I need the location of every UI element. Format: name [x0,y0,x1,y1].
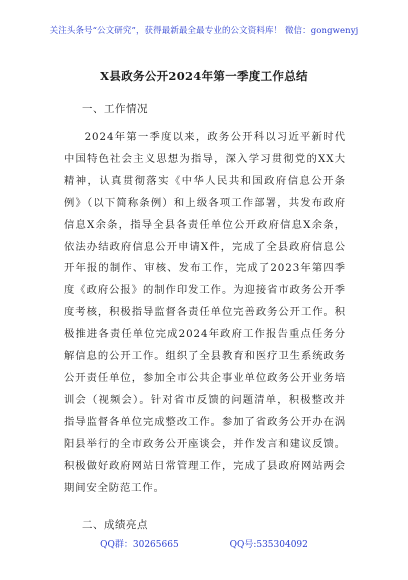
footer-qq-group: QQ群：30265665 [100,540,179,550]
section-heading-highlights: 二、成绩亮点 [82,519,148,531]
footer-qq-number: QQ号:535304092 [229,540,308,550]
document-title: X县政务公开2024年第一季度工作总结 [100,69,308,83]
footer-contact [0,537,408,550]
section-body-work-status: 2024年第一季度以来，政务公开科以习近平新时代中国特色社会主义思想为指导，深入学习贯彻党的XX大精神，认真贯彻落实《中华人民共和国政府信息公开条例》（以下简称条例）和上级各项工作部署，共发布政府信息X余条，指导全县各责任单位公开政府信息X余条，依法办结政府信息公开申请X件，完成了全县政府信息公开年报的制作、审核、发布工作，完成了2023年第四季度《政府公报》的制作印发工作。为迎接省市政务公开季度考核，积极指导监督各责任单位完善政务公开工作。积极推进各责任单位完成2024年政府工作报告重点任务分解信息的公开工作。组织了全县教育和医疗卫生系统政务公开责任单位，参加全市公共企事业单位政务公开业务培训会（视频会）。针对省市反馈的问题清单，积极整改并指导监督各单位完成整改工作。参加了省政务公开办在涡阳县举行的全市政务公开座谈会，并作发言和建议反馈。积极做好政府网站日常管理工作，完成了县政府网站两会期间安全防范工作。 [64,131,346,494]
header-promo-banner: 关注头条号“公文研究”，获得最新最全最专业的公文资料库！ 微信：gongwenyj [49,26,359,36]
section-heading-work-status: 一、工作情况 [82,103,148,115]
